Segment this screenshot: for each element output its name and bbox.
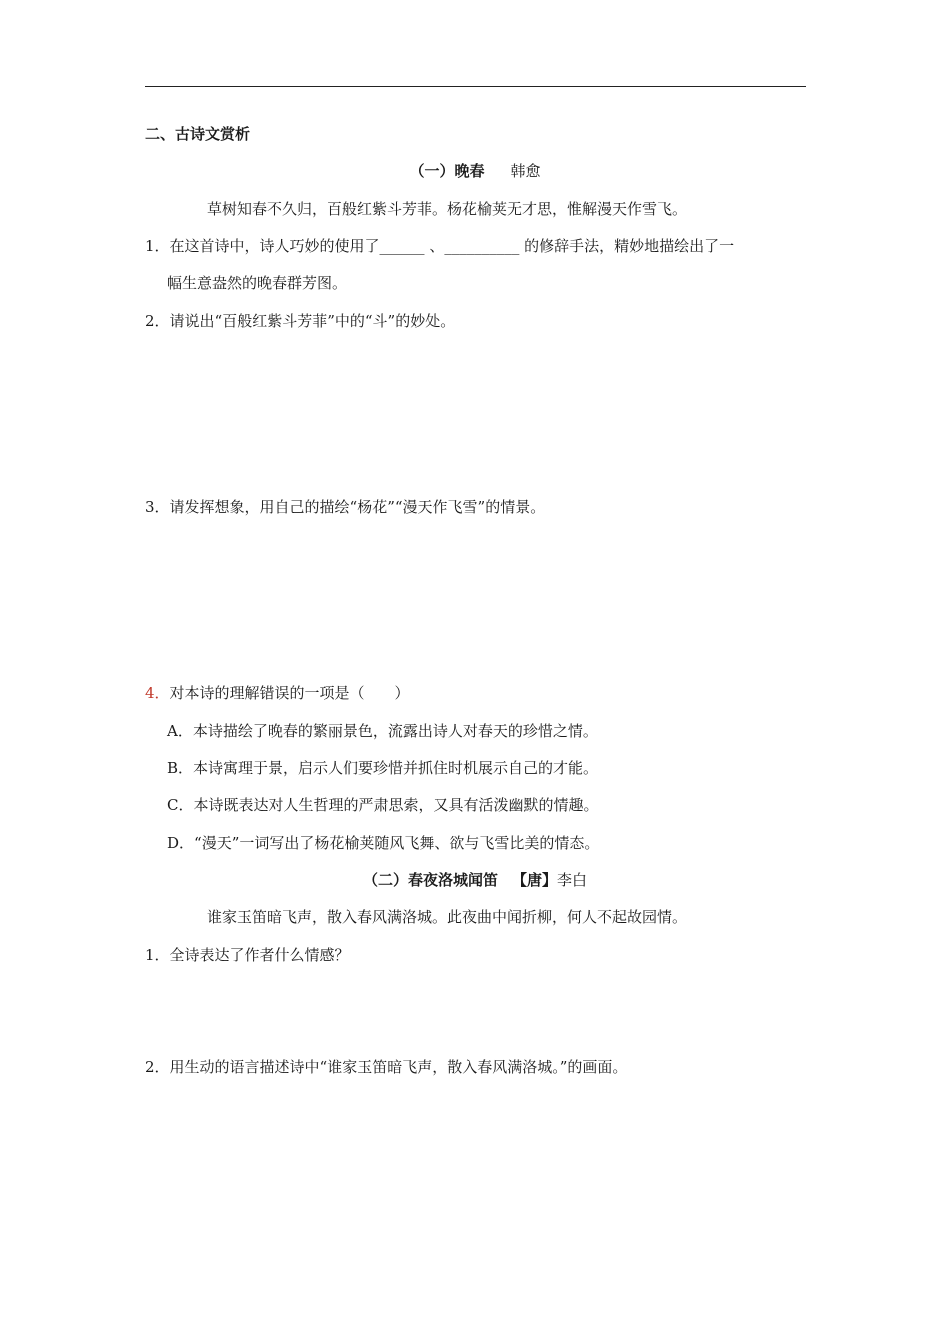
question-number: 1． — [145, 946, 170, 964]
question-text: 在这首诗中，诗人巧妙的使用了______ 、__________ 的修辞手法，精妙地描绘出了一 — [169, 237, 735, 255]
poem1-q1 — [145, 236, 734, 256]
poem1-q2 — [145, 311, 455, 331]
question-number: 1． — [145, 237, 170, 255]
poem2-text: 谁家玉笛暗飞声，散入春风满洛城。此夜曲中闻折柳，何人不起故园情。 — [207, 908, 688, 926]
poem1-title-line — [0, 161, 950, 181]
option-d: D．“漫天”一词写出了杨花榆荚随风飞舞、欲与飞雪比美的情态。 — [167, 834, 600, 852]
question-number: 3． — [145, 498, 170, 516]
section-heading: 二、古诗文赏析 — [145, 125, 251, 143]
question-text: 对本诗的理解错误的一项是（ ） — [169, 684, 410, 702]
poem2-author: 李白 — [557, 871, 588, 889]
poem1-q1-continued: 幅生意盎然的晚春群芳图。 — [167, 274, 348, 292]
question-text: 用生动的语言描述诗中“谁家玉笛暗飞声，散入春风满洛城。”的画面。 — [169, 1058, 628, 1076]
question-number: 2． — [145, 312, 170, 330]
poem1-q3 — [145, 497, 545, 517]
poem2-dynasty: 【唐】 — [511, 871, 557, 889]
question-text: 全诗表达了作者什么情感？ — [169, 946, 350, 964]
poem1-text: 草树知春不久归，百般红紫斗芳菲。杨花榆荚无才思，惟解漫天作雪飞。 — [207, 200, 688, 218]
question-text: 请发挥想象，用自己的描绘“杨花”“漫天作飞雪”的情景。 — [169, 498, 546, 516]
question-number: 4． — [145, 684, 170, 702]
question-number: 2． — [145, 1058, 170, 1076]
poem1-title: （一）晚春 — [409, 162, 485, 180]
poem2-title: （二）春夜洛城闻笛 — [362, 871, 498, 889]
question-text: 请说出“百般红紫斗芳菲”中的“斗”的妙处。 — [169, 312, 456, 330]
option-c: C．本诗既表达对人生哲理的严肃思索，又具有活泼幽默的情趣。 — [167, 796, 599, 814]
option-a: A．本诗描绘了晚春的繁丽景色，流露出诗人对春天的珍惜之情。 — [167, 722, 598, 740]
option-b: B．本诗寓理于景，启示人们要珍惜并抓住时机展示自己的才能。 — [167, 759, 599, 777]
header-rule — [145, 86, 806, 87]
poem2-q2 — [145, 1057, 627, 1077]
poem1-q4 — [145, 683, 410, 703]
poem1-author: 韩愈 — [510, 162, 541, 180]
poem2-q1 — [145, 945, 350, 965]
poem2-title-line — [0, 870, 950, 890]
